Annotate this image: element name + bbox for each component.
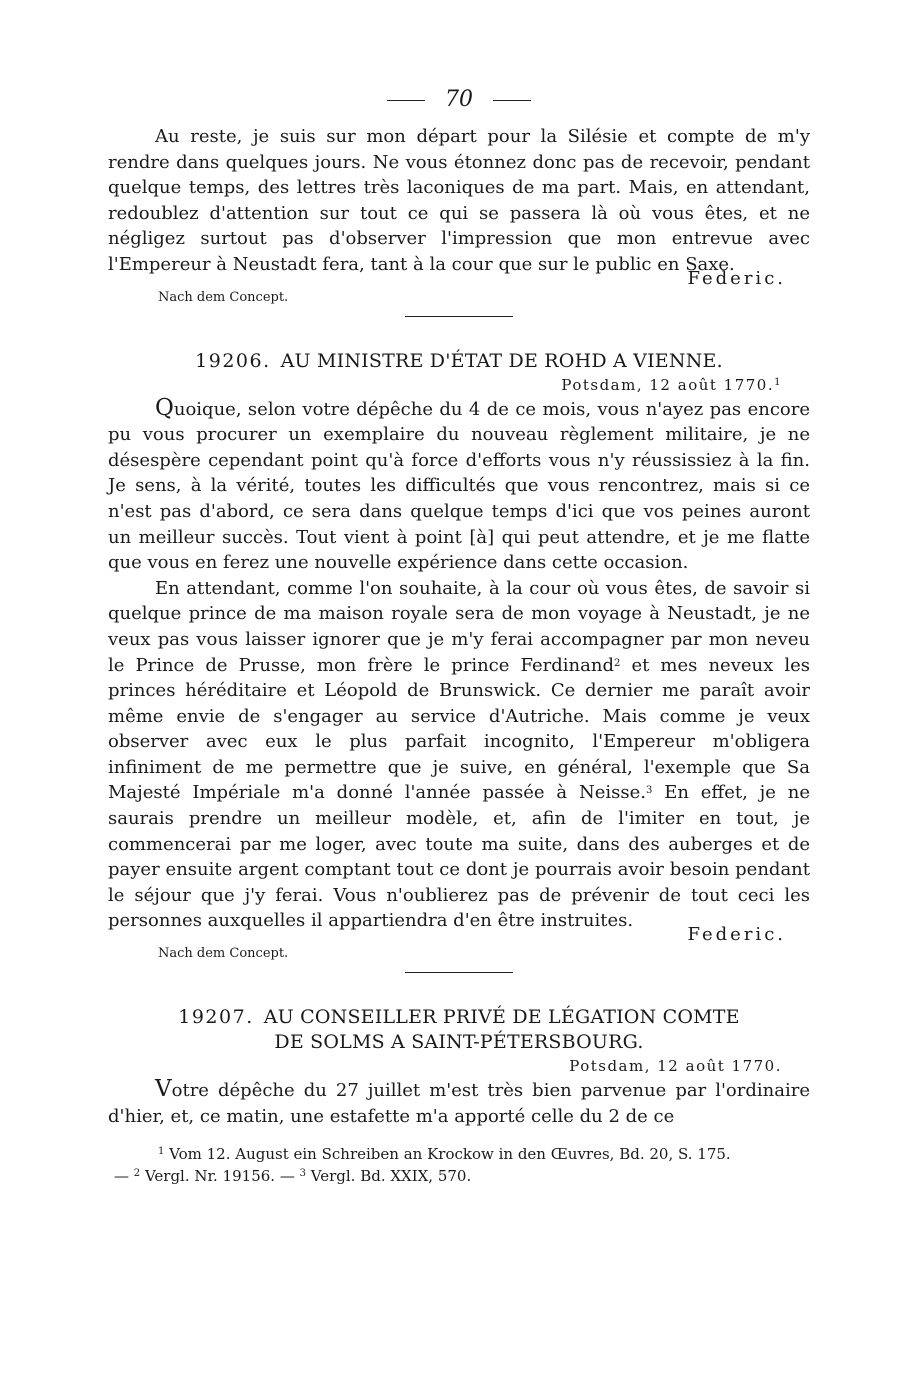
footnote-text: Vergl. Bd. XXIX, 570. [310, 1167, 472, 1186]
footnote-1 [108, 1143, 810, 1165]
page [108, 80, 810, 1187]
continuation-paragraph: Au reste, je suis sur mon départ pour la Silésie et compte de m'y rendre dans quelques jours. Ne vous étonnez donc pas de recevoir, pendant quelque temps, des lettres très laconiques de ma part. Mais, en attendant, redoublez d'attention sur tout ce qui se passera là où vous êtes, et ne négligez surtout pas d'observer l'impression que mon entrevue avec l'Empereur à Neustadt fera, tant à la cour que sur le public en Saxe. [108, 126, 810, 275]
page-number-dash-right [493, 100, 531, 101]
footnote-ref: 3 [645, 785, 653, 797]
letter-heading [108, 1005, 810, 1055]
paragraph-text: otre dépêche du 27 juillet m'est très bien parvenue par l'ordinaire d'hier, et, ce matin, une estafette m'a apporté celle du 2 de ce [108, 1080, 810, 1127]
letter-title: AU MINISTRE D'ÉTAT DE ROHD A VIENNE. [280, 349, 723, 372]
letter-date [108, 374, 810, 396]
letter-date-text: Potsdam, 12 août 1770. [561, 375, 775, 394]
letter-number: 19207. [178, 1006, 254, 1029]
paragraph-text: uoique, selon votre dépêche du 4 de ce mois, vous n'ayez pas encore pu vous procurer un exemplaire du nouveau règlement militaire, je ne désespère cependant point qu'à force d'efforts vous n'y réussissiez à la fin. Je sens, à la vérité, toutes les difficultés que vous rencontrez, mais si ce n'est pas d'abord, ce sera dans quelque temps d'ici que vos peines auront un meilleur succès. Tout vient à point [à] qui peut attendre, et je me flatte que vous en ferez une nouvelle expérience dans cette occasion. [108, 398, 810, 574]
letter-title-line2: DE SOLMS A SAINT-PÉTERSBOURG. [274, 1031, 644, 1054]
letter-date: Potsdam, 12 août 1770. [569, 1057, 782, 1076]
footnote-text: Vom 12. August ein Schreiben an Krockow in den Œuvres, Bd. 20, S. 175. [169, 1145, 731, 1164]
signature: Federic. [687, 924, 786, 946]
source-note: Nach dem Concept. [158, 946, 289, 962]
letter-heading [108, 349, 810, 374]
section-divider [405, 972, 513, 973]
letter-title: AU CONSEILLER PRIVÉ DE LÉGATION COMTE [263, 1006, 740, 1029]
paragraph-text: et mes neveux les princes héréditaire et Léopold de Brunswick. Ce dernier me paraît avoir même envie de s'engager au service d'Autriche. Mais comme je veux observer avec eux le plus parfait incognito, l'Empereur m'obligera infiniment de me permettre que je suive, en général, l'exemple que Sa Majesté Impériale m'a donné l'année passée à Neisse. [108, 654, 810, 804]
footnote-2-3: — $^2$ Vergl. Nr. 19156. — $^3$ Vergl. Bd. XXIX, 570. [114, 1167, 472, 1186]
page-number-text: 70 [445, 87, 473, 112]
footnote-marker: 2 [133, 1168, 141, 1180]
page-number-dash-left [387, 100, 425, 101]
letter-paragraph [108, 1077, 810, 1129]
initial-letter: V [155, 1076, 172, 1103]
footnotes [108, 1143, 810, 1187]
footnote-marker: 3 [299, 1168, 306, 1180]
paragraph-text: En effet, je ne saurais prendre un meilleur modèle, et, afin de l'imiter en tout, je commencerai par me loger, avec toute ma suite, dans des auberges et de payer ensuite argent comptant tout ce dont je pourrais avoir besoin pendant le séjour que j'y ferai. Vous n'oublierez pas de prévenir de tout ceci les personnes auxquelles il appartiendra d'en être instruites. [108, 782, 810, 932]
source-note: Nach dem Concept. [158, 289, 289, 305]
initial-letter: Q [155, 394, 174, 421]
letter-number: 19206. [195, 349, 271, 372]
footnote-ref: 1 [774, 376, 782, 388]
letter-paragraph [108, 396, 810, 576]
letter-paragraph [108, 576, 810, 934]
page-number [108, 80, 810, 124]
signature: Federic. [687, 267, 786, 289]
paragraph-text: En attendant, comme l'on souhaite, à la cour où vous êtes, de savoir si quelque prince de ma maison royale sera de mon voyage à Neustadt, je ne veux pas vous laisser ignorer que je m'y ferai accompagner par mon neveu le Prince de Prusse, mon frère le prince Ferdinand [108, 577, 810, 676]
footnote-marker: 1 [158, 1146, 165, 1158]
footnote-ref: 2 [613, 657, 621, 669]
section-divider [405, 316, 513, 317]
footnote-text: Vergl. Nr. 19156. [144, 1167, 276, 1186]
